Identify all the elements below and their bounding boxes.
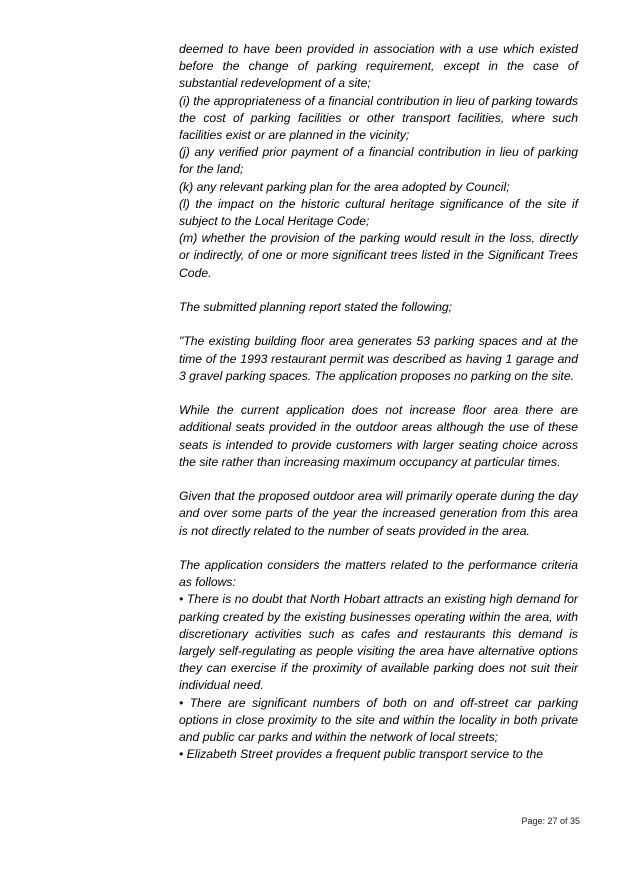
quote-outdoor-operation: Given that the proposed outdoor area will primarily operate during the day and over some parts of the year the increased generation from this area is not directly related to the number of seats provided in the area. <box>179 489 578 538</box>
criterion-k: (k) any relevant parking plan for the area adopted by Council; <box>179 179 510 194</box>
paragraph-deemed-provided: deemed to have been provided in association with a use which existed before the change of parking requirement, except in the case of substantial redevelopment of a site; <box>179 42 578 91</box>
performance-criteria-intro: The application considers the matters related to the performance criteria as follows: <box>179 558 578 590</box>
document-body <box>179 41 578 763</box>
planning-report-intro: The submitted planning report stated the following; <box>179 300 453 315</box>
criterion-m: (m) whether the provision of the parking would result in the loss, directly or indirectly, of one or more significant trees listed in the Significant Trees Code. <box>179 231 578 280</box>
quote-floor-area: "The existing building floor area generates 53 parking spaces and at the time of the 1993 restaurant permit was described as having 1 garage and 3 gravel parking spaces. The application proposes no parking on the site. <box>179 334 578 383</box>
bullet-north-hobart-demand: • There is no doubt that North Hobart attracts an existing high demand for parking created by the existing businesses operating within the area, with discretionary activities such as cafes and restaurants this demand is largely self-regulating as people visiting the area have alternative options they can exercise if the proximity of available parking does not suit their individual need. <box>179 592 578 693</box>
bullet-parking-options: • There are significant numbers of both on and off-street car parking options in close proximity to the site and within the locality in both private and public car parks and within the network of local streets; <box>179 695 578 745</box>
criterion-j: (j) any verified prior payment of a financial contribution in lieu of parking for the land; <box>179 145 578 177</box>
quote-outdoor-seats: While the current application does not increase floor area there are additional seats provided in the outdoor areas although the use of these seats is intended to provide customers with larger seating choice across the site rather than increasing maximum occupancy at particular times. <box>179 403 578 469</box>
criterion-i: (i) the appropriateness of a financial contribution in lieu of parking towards the cost of parking facilities or other transport facilities, where such facilities exist or are planned in the vicinity; <box>179 93 578 143</box>
page-number: Page: 27 of 35 <box>521 816 580 826</box>
bullet-elizabeth-street: • Elizabeth Street provides a frequent public transport service to the <box>179 747 543 762</box>
criterion-l: (l) the impact on the historic cultural heritage significance of the site if subject to the Local Heritage Code; <box>179 196 578 229</box>
